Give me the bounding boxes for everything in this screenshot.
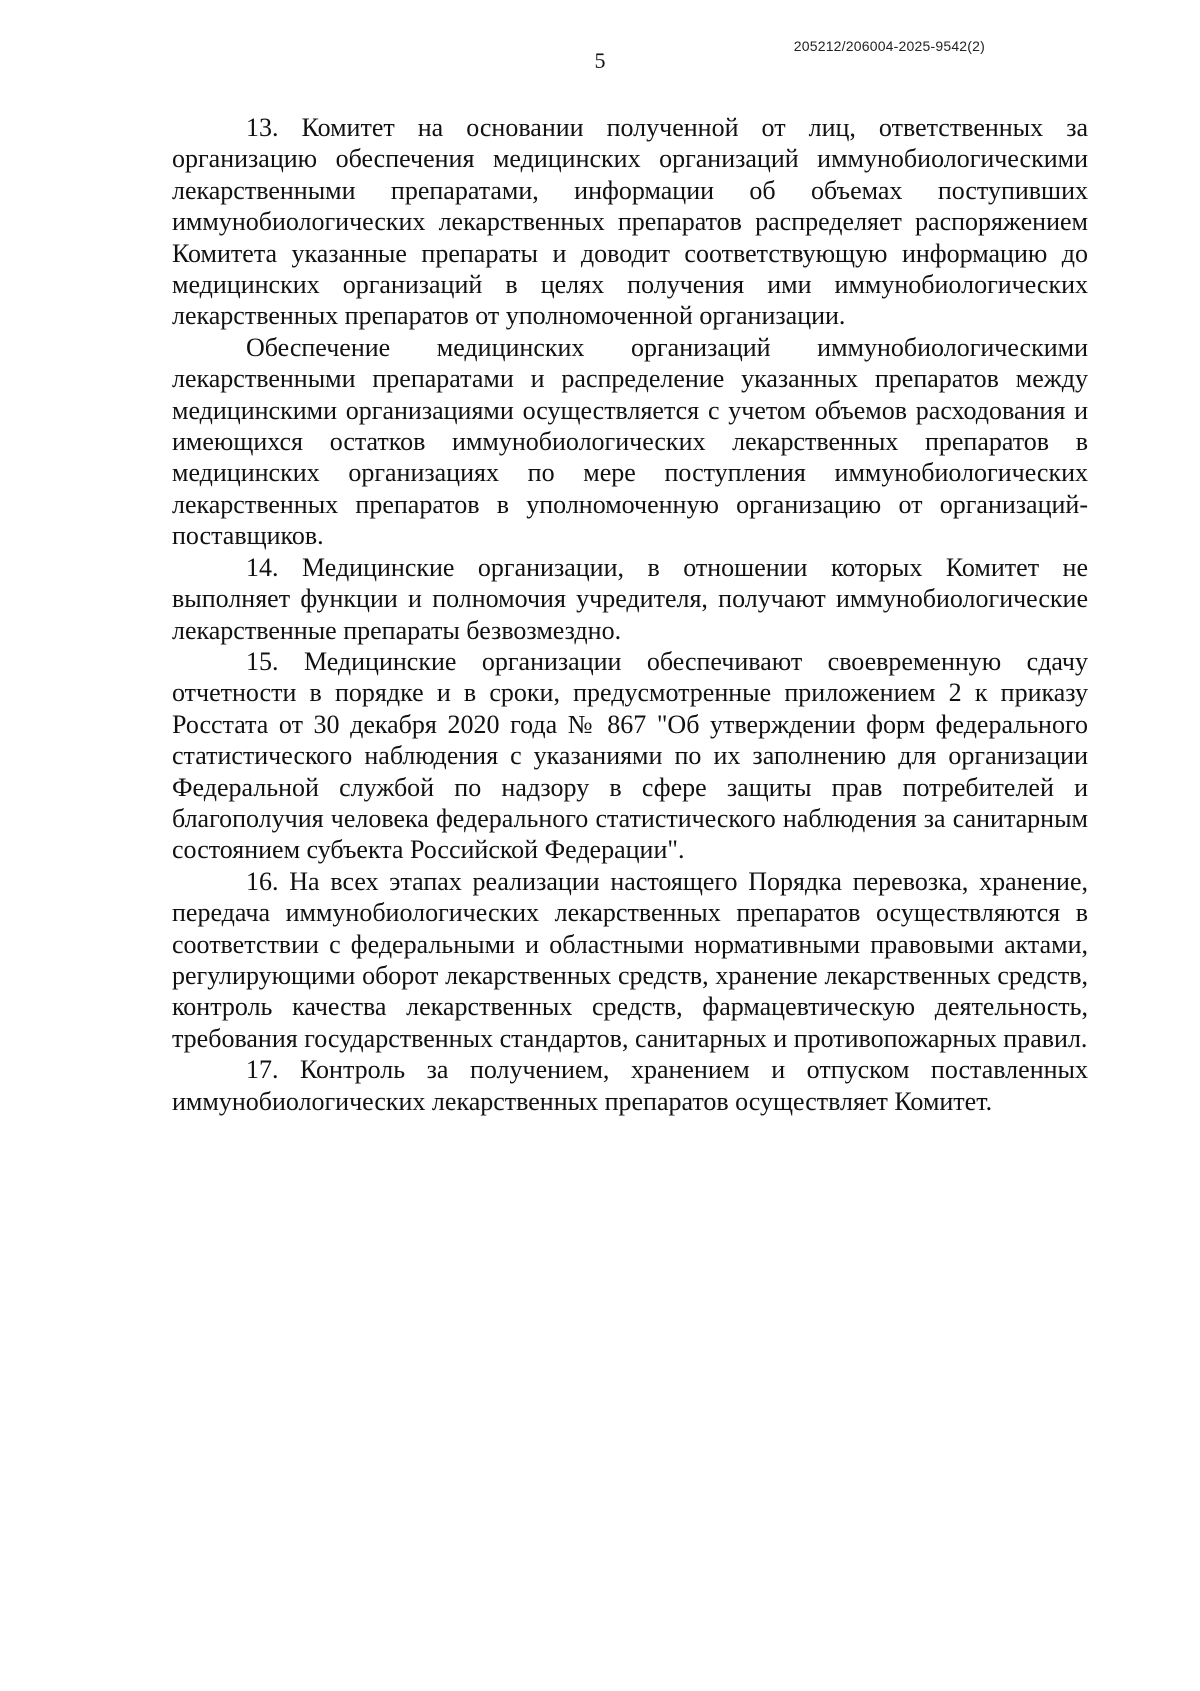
page-number: 5 (594, 48, 606, 73)
document-body (172, 112, 1088, 1117)
paragraph-16: 16. На всех этапах реализации настоящего Порядка перевозка, хранение, передача иммунобиологических лекарственных препаратов осуществляются в соответствии с федеральными и областными нормативными правовыми актами, регулирующими оборот лекарственных средств, хранение лекарственных средств, контроль качества лекарственных средств, фармацевтическую деятельность, требования государственных стандартов, санитарных и противопожарных правил. (172, 866, 1088, 1053)
paragraph-17: 17. Контроль за получением, хранением и отпуском поставленных иммунобиологических лекарственных препаратов осуществляет Комитет. (172, 1055, 1088, 1116)
document-id: 205212/206004-2025-9542(2) (793, 38, 985, 54)
paragraph-13-continuation: Обеспечение медицинских организаций иммунобиологическими лекарственными препаратами и распределение указанных препаратов между медицинскими организациями осуществляется с учетом объемов расходования и имеющихся остатков иммунобиологических лекарственных препаратов в медицинских организациях по мере поступления иммунобиологических лекарственных препаратов в уполномоченную организацию от организаций-поставщиков. (172, 332, 1088, 551)
paragraph-13: 13. Комитет на основании полученной от лиц, ответственных за организацию обеспечения медицинских организаций иммунобиологическими лекарственными препаратами, информации об объемах поступивших иммунобиологических лекарственных препаратов распределяет распоряжением Комитета указанные препараты и доводит соответствующую информацию до медицинских организаций в целях получения ими иммунобиологических лекарственных препаратов от уполномоченной организации. (172, 113, 1088, 331)
paragraph-14: 14. Медицинские организации, в отношении которых Комитет не выполняет функции и полномочия учредителя, получают иммунобиологические лекарственные препараты безвозмездно. (172, 552, 1088, 645)
paragraph-15: 15. Медицинские организации обеспечивают своевременную сдачу отчетности в порядке и в сроки, предусмотренные приложением 2 к приказу Росстата от 30 декабря 2020 года № 867 "Об утверждении форм федерального статистического наблюдения с указаниями по их заполнению для организации Федеральной службой по надзору в сфере защиты прав потребителей и благополучия человека федерального статистического наблюдения за санитарным состоянием субъекта Российской Федерации". (172, 646, 1088, 865)
